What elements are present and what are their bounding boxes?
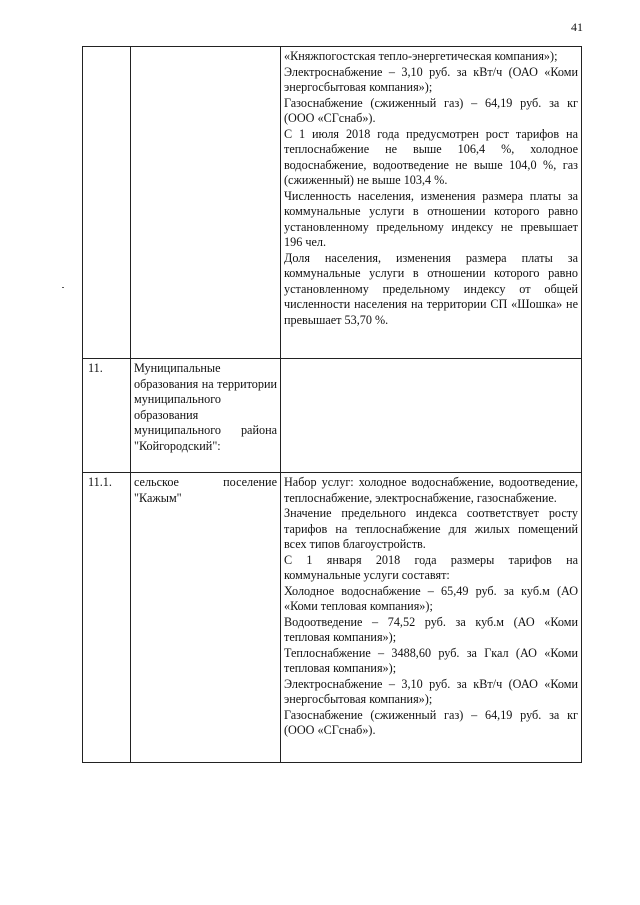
info-paragraph: Теплоснабжение – 3488,60 руб. за Гкал (АО «Коми тепловая компания»); [284,645,578,675]
info-paragraph: «Княжпогостская тепло-энергетическая компания»); [284,49,558,63]
row-name-cell [131,47,281,359]
info-paragraph: Газоснабжение (сжиженный газ) – 64,19 руб. за кг (ООО «СГснаб»). [284,95,578,125]
page-number: 41 [571,20,583,34]
info-paragraph: С 1 января 2018 года размеры тарифов на коммунальные услуги составят: [284,552,578,582]
info-paragraph: Электроснабжение – 3,10 руб. за кВт/ч (ОАО «Коми энергосбытовая компания»); [284,64,578,94]
row-name-cell: сельское поселение "Кажым" [131,473,281,763]
table-row [83,359,582,473]
info-paragraph: Доля населения, изменения размера платы за коммунальные услуги в отношении которого равно установленному предельному индексу от общей численности населения на территории СП «Шошка» не превышает 53,70 %. [284,250,578,327]
info-paragraph: С 1 июля 2018 года предусмотрен рост тарифов на теплоснабжение не выше 106,4 %, холодное водоснабжение, водоотведение не выше 104,0 %, газ (сжиженный) не выше 103,4 %. [284,126,578,187]
table-row [83,47,582,359]
info-paragraph: Газоснабжение (сжиженный газ) – 64,19 руб. за кг (ООО «СГснаб»). [284,707,578,737]
row-number-cell: 11. [83,359,131,473]
row-info-cell [281,359,582,473]
info-paragraph: Водоотведение – 74,52 руб. за куб.м (АО «Коми тепловая компания»); [284,614,578,644]
info-paragraph: Значение предельного индекса соответствует росту тарифов на теплоснабжение для жилых помещений всех типов благоустройств. [284,506,578,551]
table-row [83,473,582,763]
info-paragraph: Численность населения, изменения размера платы за коммунальные услуги в отношении которого равно установленному предельному индексу не превышает 196 чел. [284,188,578,249]
row-info-cell [281,47,582,359]
row-info-cell [281,473,582,763]
tariff-table [82,46,582,763]
info-paragraph: Холодное водоснабжение – 65,49 руб. за куб.м (АО «Коми тепловая компания»); [284,583,578,613]
scan-artifact-dot [62,287,64,288]
row-number-cell [83,47,131,359]
info-paragraph: Набор услуг: холодное водоснабжение, водоотведение, теплоснабжение, электроснабжение, газоснабжение. [284,475,578,505]
row-name-cell: Муниципальные образования на территории муниципального образования муниципального района "Койгородский": [131,359,281,473]
info-paragraph: Электроснабжение – 3,10 руб. за кВт/ч (ОАО «Коми энергосбытовая компания»); [284,676,578,706]
row-number-cell: 11.1. [83,473,131,763]
